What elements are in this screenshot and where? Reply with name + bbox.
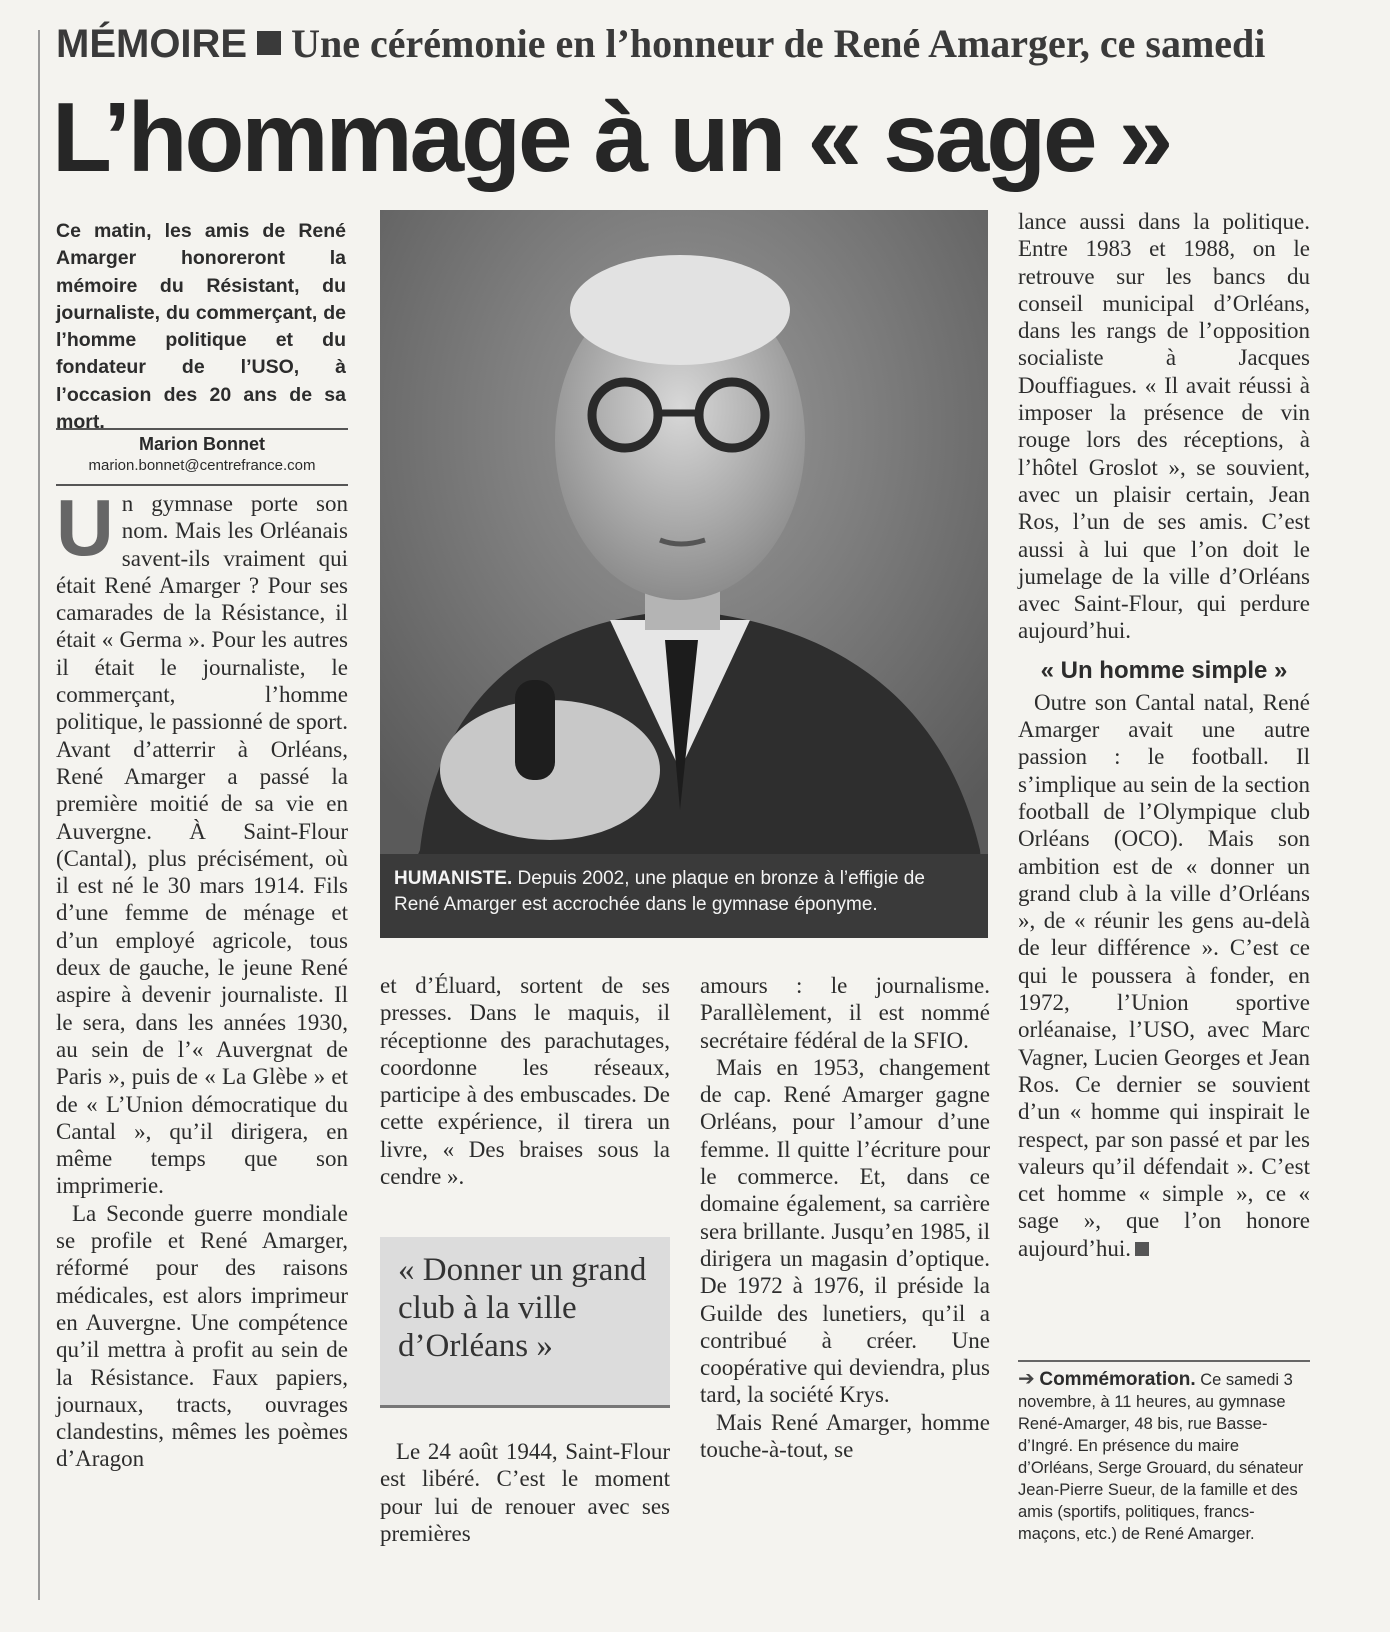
arrow-right-icon: ➔ [1018, 1368, 1035, 1390]
column-2 [380, 972, 670, 1190]
col3-paragraph-2: Mais en 1953, changement de cap. René Amarger gagne Orléans, pour l’amour d’une femme. Il quitte l’écriture pour le commerce. Et, dans ce domaine également, sa carrière sera brillante. Jusqu’en 1985, il dirigera un magasin d’optique. De 1972 à 1976, il préside la Guilde des lunetiers, qu’il a contribué à créer. Une coopérative qui deviendra, plus tard, la société Krys. [700, 1054, 990, 1408]
caption-text: Depuis 2002, une plaque en bronze à l’effigie de René Amarger est accrochée dans le gymnase éponyme. [394, 868, 925, 915]
col2-paragraph-2: Le 24 août 1944, Saint-Flour est libéré. C’est le moment pour lui de renouer avec ses premières [380, 1439, 670, 1546]
column-2-continued [380, 1438, 670, 1547]
column-1 [56, 483, 348, 1473]
pull-quote-rule [380, 1405, 670, 1408]
lead-paragraph: Ce matin, les amis de René Amarger honoreront la mémoire du Résistant, du journaliste, du commerçant, de l’homme politique et du fondateur de l’USO, à l’occasion des 20 ans de sa mort. [56, 220, 346, 434]
portrait-photo [380, 210, 988, 938]
col1-paragraph-1: n gymnase porte son nom. Mais les Orléanais savent-ils vraiment qui était René Amarger ? Pour ses camarades de la Résistance, il était « Germa ». Pour les autres il était le journaliste, le commerçant, l’homme politique, le passionné de sport. Avant d’atterrir à Orléans, René Amarger a passé la première moitié de sa vie en Auvergne. À Saint-Flour (Cantal), plus précisément, où il est né le 30 mars 1914. Fils d’une femme de ménage et d’un employé agricole, tous deux de gauche, le jeune René aspire à devenir journaliste. Il le sera, dans les années 1930, au sein de l’« Auvergnat de Paris », puis de « La Glèbe » et de « L’Union démocratique du Cantal », qu’il dirigera, en même temps que son imprimerie. [56, 491, 348, 1199]
headline: L’hommage à un « sage » [52, 82, 1171, 192]
rubric-label: MÉMOIRE [56, 22, 248, 66]
col3-paragraph-3: Mais René Amarger, homme touche-à-tout, se [700, 1409, 990, 1463]
kicker-subtitle: Une cérémonie en l’honneur de René Amarger, ce samedi [291, 21, 1266, 66]
square-bullet-icon [257, 31, 281, 55]
portrait-illustration [380, 210, 988, 938]
col1-paragraph-2: La Seconde guerre mondiale se profile et René Amarger, réformé pour des raisons médicales, est alors imprimeur en Auvergne. Une compétence qu’il mettra à profit au sein de la Résistance. Faux papiers, journaux, tracts, ouvrages clandestins, mêmes les poèmes d’Aragon [56, 1200, 348, 1472]
commemoration-box [1018, 1360, 1310, 1558]
box-text: Ce samedi 3 novembre, à 11 heures, au gymnase René-Amarger, 48 bis, rue Basse-d’Ingré. En présence du maire d’Orléans, Serge Grouard, du sénateur Jean-Pierre Sueur, de la famille et des amis (sportifs, politiques, francs-maçons, etc.) de René Amarger. [1018, 1371, 1304, 1543]
col3-paragraph-1: amours : le journalisme. Parallèlement, il est nommé secrétaire fédéral de la SFIO. [700, 973, 990, 1053]
byline [56, 428, 348, 486]
photo-caption [380, 854, 988, 938]
pull-quote: « Donner un grand club à la ville d’Orléans » [380, 1237, 670, 1405]
col4-paragraph-2: Outre son Cantal natal, René Amarger avait une autre passion : le football. Il s’implique au sein de la section football de l’Olympique club Orléans (OCO). Mais son ambition est de « donner un grand club à la ville d’Orléans », de « réunir les gens au-delà de leur différence ». C’est ce qui le poussera à fonder, en 1972, l’Union sportive orléanaise, l’USO, avec Marc Vagner, Lucien Georges et Jean Ros. Ce dernier se souvient d’un « homme qui inspirait le respect, par son passé et par les valeurs qu’il défendait ». C’est cet homme « simple », ce « sage », que l’on honore aujourd’hui. [1018, 689, 1310, 1261]
end-square-icon [1135, 1242, 1149, 1256]
col4-paragraph-1: lance aussi dans la politique. Entre 1983 et 1988, on le retrouve sur les bancs du conseil municipal d’Orléans, dans les rangs de l’opposition socialiste à Jacques Douffiagues. « Il avait réussi à imposer la présence de vin rouge lors des réceptions, à l’hôtel Groslot », se souvient, avec un plaisir certain, Jean Ros, l’un de ses amis. C’est aussi à lui que l’on doit le jumelage de la ville d’Orléans avec Saint-Flour, qui perdure aujourd’hui. [1018, 209, 1310, 644]
interheading: « Un homme simple » [1040, 656, 1288, 684]
kicker [56, 18, 1346, 70]
caption-label: HUMANISTE. [394, 868, 513, 889]
author-name: Marion Bonnet [139, 434, 265, 454]
author-email: marion.bonnet@centrefrance.com [88, 457, 316, 474]
col2-paragraph-1: et d’Éluard, sortent de ses presses. Dans le maquis, il réceptionne des parachutages, coordonne les réseaux, participe à des embuscades. De cette expérience, il tirera un livre, « Des braises sous la cendre ». [380, 973, 670, 1190]
column-3 [700, 972, 990, 1463]
margin-rule [38, 30, 40, 1600]
box-label: Commémoration. [1039, 1369, 1196, 1390]
drop-cap: U [56, 483, 114, 572]
column-4 [1018, 208, 1310, 1262]
